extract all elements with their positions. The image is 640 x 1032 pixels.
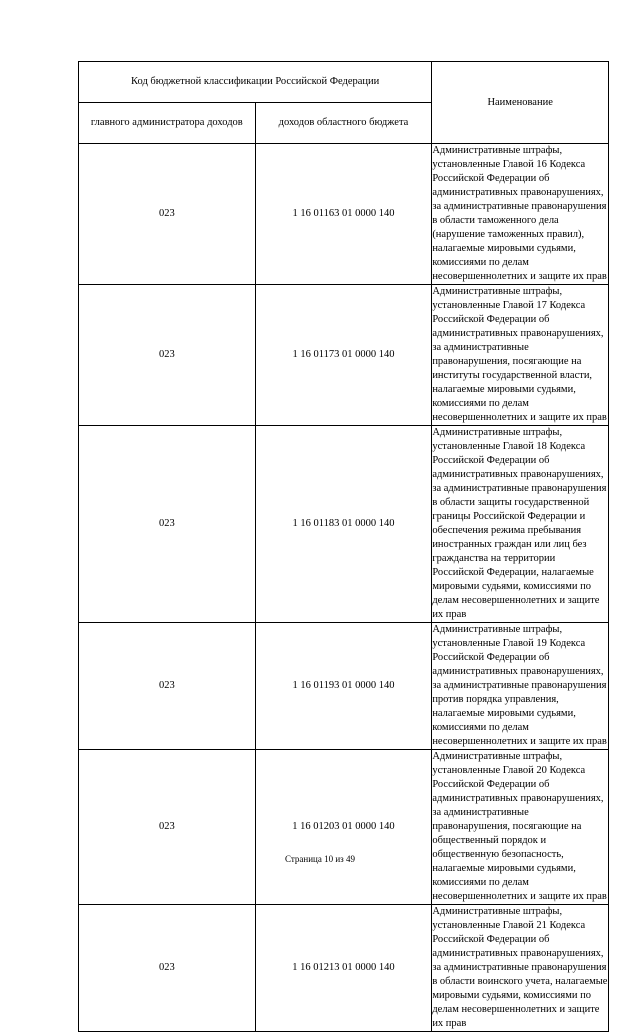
budget-classification-table	[78, 61, 609, 1032]
page-number: Страница 10 из 49	[285, 854, 355, 864]
table-body	[79, 144, 609, 1032]
name-cell: Административные штрафы, установленные Главой 19 Кодекса Российской Федерации об административных правонарушениях, за административные правонарушения против порядка управления, налагаемые мировыми судьями, комиссиями по делам несовершеннолетних и защите их прав	[432, 623, 609, 750]
name-cell: Административные штрафы, установленные Главой 21 Кодекса Российской Федерации об административных правонарушениях, за административные правонарушения в области воинского учета, налагаемые мировыми судьями, комиссиями по делам несовершеннолетних и защите их прав	[432, 905, 609, 1032]
admin-code-cell: 023	[79, 426, 256, 623]
name-column-header: Наименование	[432, 62, 609, 144]
income-code-cell: 1 16 01183 01 0000 140	[255, 426, 432, 623]
name-cell: Административные штрафы, установленные Главой 18 Кодекса Российской Федерации об административных правонарушениях, за административные правонарушения в области защиты государственной границы Российской Федерации и обеспечения режима пребывания иностранных граждан или лиц без гражданства на территории Российской Федерации, налагаемые мировыми судьями, комиссиями по делам несовершеннолетних и защите их прав	[432, 426, 609, 623]
table-row	[79, 905, 609, 1032]
code-group-header: Код бюджетной классификации Российской Федерации	[79, 62, 432, 103]
name-cell: Административные штрафы, установленные Главой 20 Кодекса Российской Федерации об административных правонарушениях, за административные правонарушения, посягающие на общественный порядок и общественную безопасность, налагаемые мировыми судьями, комиссиями по делам несовершеннолетних и защите их прав	[432, 750, 609, 905]
table-row	[79, 144, 609, 285]
income-code-cell: 1 16 01203 01 0000 140	[255, 750, 432, 905]
admin-column-header: главного администратора доходов	[79, 103, 256, 144]
name-cell: Административные штрафы, установленные Главой 16 Кодекса Российской Федерации об административных правонарушениях, за административные правонарушения в области таможенного дела (нарушение таможенных правил), налагаемые мировыми судьями, комиссиями по делам несовершеннолетних и защите их прав	[432, 144, 609, 285]
income-code-cell: 1 16 01213 01 0000 140	[255, 905, 432, 1032]
admin-code-cell: 023	[79, 623, 256, 750]
table-row	[79, 623, 609, 750]
admin-code-cell: 023	[79, 285, 256, 426]
admin-code-cell: 023	[79, 905, 256, 1032]
admin-code-cell: 023	[79, 750, 256, 905]
income-column-header: доходов областного бюджета	[255, 103, 432, 144]
income-code-cell: 1 16 01193 01 0000 140	[255, 623, 432, 750]
table-header	[79, 62, 609, 144]
table-row	[79, 750, 609, 905]
income-code-cell: 1 16 01163 01 0000 140	[255, 144, 432, 285]
admin-code-cell: 023	[79, 144, 256, 285]
income-code-cell: 1 16 01173 01 0000 140	[255, 285, 432, 426]
table-row	[79, 426, 609, 623]
table-row	[79, 285, 609, 426]
name-cell: Административные штрафы, установленные Главой 17 Кодекса Российской Федерации об административных правонарушениях, за административные правонарушения, посягающие на институты государственной власти, налагаемые мировыми судьями, комиссиями по делам несовершеннолетних и защите их прав	[432, 285, 609, 426]
